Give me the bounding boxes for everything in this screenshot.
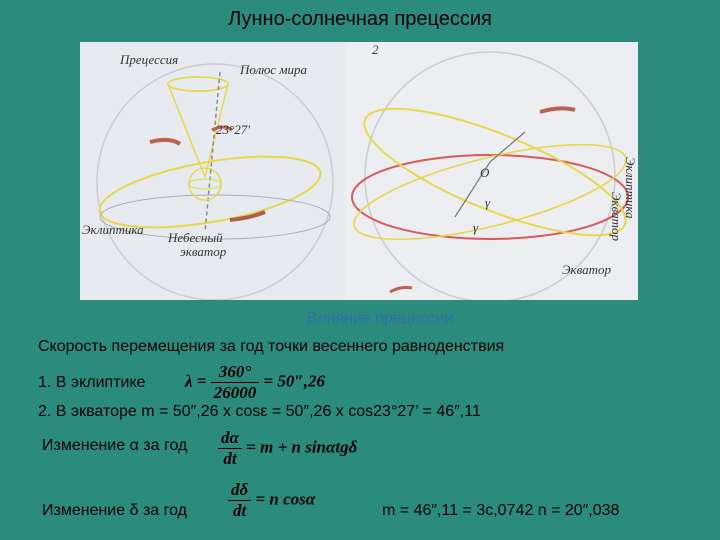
ecliptic-label: 1. В эклиптике	[38, 374, 146, 391]
label-gamma-1: γ	[485, 195, 491, 210]
label-equator-right: Экватор	[609, 192, 624, 242]
formula-delta-fraction	[228, 480, 251, 521]
label-right-ecliptic: Эклиптика	[623, 157, 638, 219]
label-world-pole: Полюс мира	[240, 62, 308, 77]
label-panel-2: 2	[372, 42, 379, 57]
slide-title: Лунно-солнечная прецессия	[228, 8, 492, 30]
formula-alpha	[218, 428, 357, 469]
label-precession: Прецессия	[120, 52, 179, 67]
formula-alpha-numerator: dα	[218, 428, 242, 449]
formula-lambda-lhs: λ =	[185, 371, 207, 391]
speed-text: Скорость перемещения за год точки весеннего равноденствия	[38, 338, 505, 355]
label-angle: 23°27'	[216, 122, 250, 137]
precession-figure	[80, 42, 638, 300]
formula-lambda-fraction	[211, 362, 260, 403]
formula-alpha-fraction	[218, 428, 242, 469]
figure-caption: Влияние прецессии	[306, 310, 454, 327]
label-left-ecliptic: Эклиптика	[82, 222, 144, 237]
constants-values: m = 46″,11 = 3c,0742 n = 20″,038	[382, 502, 620, 519]
formula-lambda-denominator: 26000	[213, 383, 257, 402]
alpha-label: Изменение α за год	[42, 437, 188, 454]
label-center-o: O	[480, 165, 490, 180]
right-panel	[346, 42, 638, 300]
left-panel	[80, 42, 342, 300]
formula-delta-numerator: dδ	[228, 480, 251, 501]
equator-text: 2. В экваторе m = 50″,26 x cosε = 50″,26 x cos23°27’ = 46″,11	[38, 403, 481, 420]
delta-label: Изменение δ за год	[42, 502, 187, 519]
formula-delta-denominator: dt	[232, 501, 247, 520]
formula-lambda-numerator: 360°	[211, 362, 260, 383]
label-celestial-equator-2: экватор	[180, 244, 227, 259]
label-equator-bottom: Экватор	[562, 262, 612, 277]
formula-delta	[228, 480, 315, 521]
formula-delta-rhs: = n cosα	[255, 489, 316, 509]
label-gamma-2: γ	[473, 220, 479, 235]
label-celestial-equator-1: Небесный	[168, 230, 223, 245]
formula-alpha-denominator: dt	[223, 449, 237, 468]
formula-alpha-rhs: = m + n sinαtgδ	[246, 437, 358, 457]
formula-lambda-rhs: = 50″,26	[263, 371, 326, 391]
formula-lambda	[185, 362, 325, 403]
